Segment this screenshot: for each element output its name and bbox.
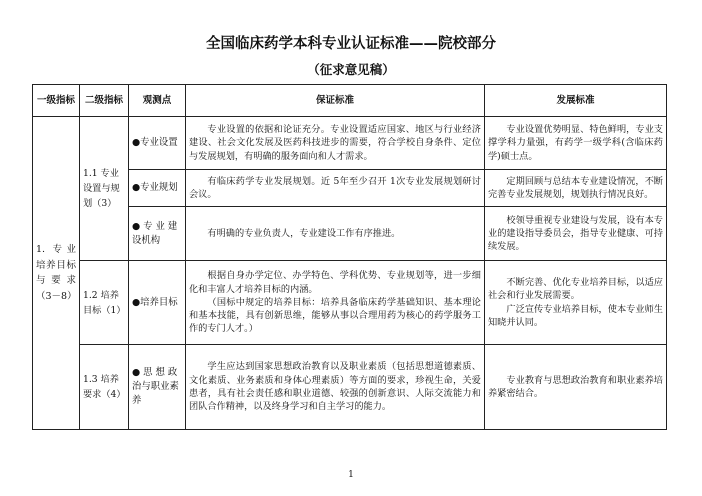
- standards-table: [32, 84, 667, 430]
- development-text: 广泛宣传专业培养目标，使本专业师生知晓并认同。: [488, 303, 663, 328]
- guarantee-text: （国标中规定的培养目标：培养具备临床药学基础知识、基本理论和基本技能，具有创新思维，能够从事以合理用药为核心的药学服务工作的专门人才。）: [189, 296, 481, 335]
- header-development: 发展标准: [485, 85, 667, 117]
- development-cell: [485, 117, 667, 170]
- development-text: 定期回顾与总结本专业建设情况，不断完善专业发展规划，规划执行情况良好。: [488, 175, 663, 200]
- observation-cell: ● 专 业 建 设机构: [129, 207, 186, 261]
- development-cell: [485, 170, 667, 207]
- header-level1: 一级指标: [33, 85, 80, 117]
- level2-cell-requirement: 1.3 培养要求（4）: [80, 345, 129, 430]
- development-text: 不断完善、优化专业培养目标，以适应社会和行业发展需要。: [488, 276, 663, 302]
- guarantee-cell: [186, 345, 485, 430]
- development-text: 专业教育与思想政治教育和职业素养培养紧密结合。: [488, 374, 663, 399]
- document-subtitle: （征求意见稿）: [307, 62, 395, 77]
- table-row: [33, 117, 667, 170]
- development-cell: [485, 261, 667, 345]
- guarantee-text: 有临床药学专业发展规划。近 5年至少召开 1次专业发展规划研讨会议。: [189, 175, 481, 200]
- development-text: 校领导重视专业建设与发展，设有本专业的建设指导委员会，指导专业健康、可持续发展。: [488, 214, 663, 253]
- level1-cell: 1. 专业培养目标与要求（3－8）: [33, 117, 80, 430]
- table-row: [33, 261, 667, 345]
- level2-cell-objective: 1.2 培养目标（1）: [80, 261, 129, 345]
- table-row: [33, 207, 667, 261]
- document-title: 全国临床药学本科专业认证标准——院校部分: [206, 36, 496, 52]
- development-cell: [485, 345, 667, 430]
- observation-cell: ●专业规划: [129, 170, 186, 207]
- guarantee-text: 专业设置的依据和论证充分。专业设置适应国家、地区与行业经济建设、社会文化发展及医药科技进步的需要，符合学校自身条件、定位与发展规划，有明确的服务面向和人才需求。: [189, 124, 481, 162]
- guarantee-cell: [186, 117, 485, 170]
- observation-cell: ●专业设置: [129, 117, 186, 170]
- header-observation: 观测点: [129, 85, 186, 117]
- observation-cell: ●培养目标: [129, 261, 186, 345]
- level2-cell-spec-setting: 1.1 专业设置与规划（3）: [80, 117, 129, 261]
- observation-cell: ● 思 想 政 治与职业素养: [129, 345, 186, 430]
- guarantee-text: 根据自身办学定位、办学特色、学科优势、专业规划等，进一步细化和丰富人才培养目标的内涵。: [189, 270, 481, 295]
- header-guarantee: 保证标准: [186, 85, 485, 117]
- table-header-row: [33, 85, 667, 117]
- guarantee-cell: [186, 170, 485, 207]
- guarantee-text: 有明确的专业负责人，专业建设工作有序推进。: [207, 227, 401, 239]
- guarantee-cell: [186, 261, 485, 345]
- development-cell: [485, 207, 667, 261]
- page-number: 1: [348, 470, 354, 480]
- guarantee-cell: [186, 207, 485, 261]
- header-level2: 二级指标: [80, 85, 129, 117]
- development-text: 专业设置优势明显、特色鲜明，专业支撑学科力量强，有药学一级学科(含临床药学)硕士点。: [488, 124, 663, 162]
- table-row: [33, 170, 667, 207]
- table-row: [33, 345, 667, 430]
- guarantee-text: 学生应达到国家思想政治教育以及职业素质（包括思想道德素质、文化素质、业务素质和身体心理素质）等方面的要求，珍视生命，关爱患者，具有社会责任感和职业道德、较强的创新意识、人际交流能力和团队合作精神，以及终身学习和自主学习的能力。: [189, 361, 481, 413]
